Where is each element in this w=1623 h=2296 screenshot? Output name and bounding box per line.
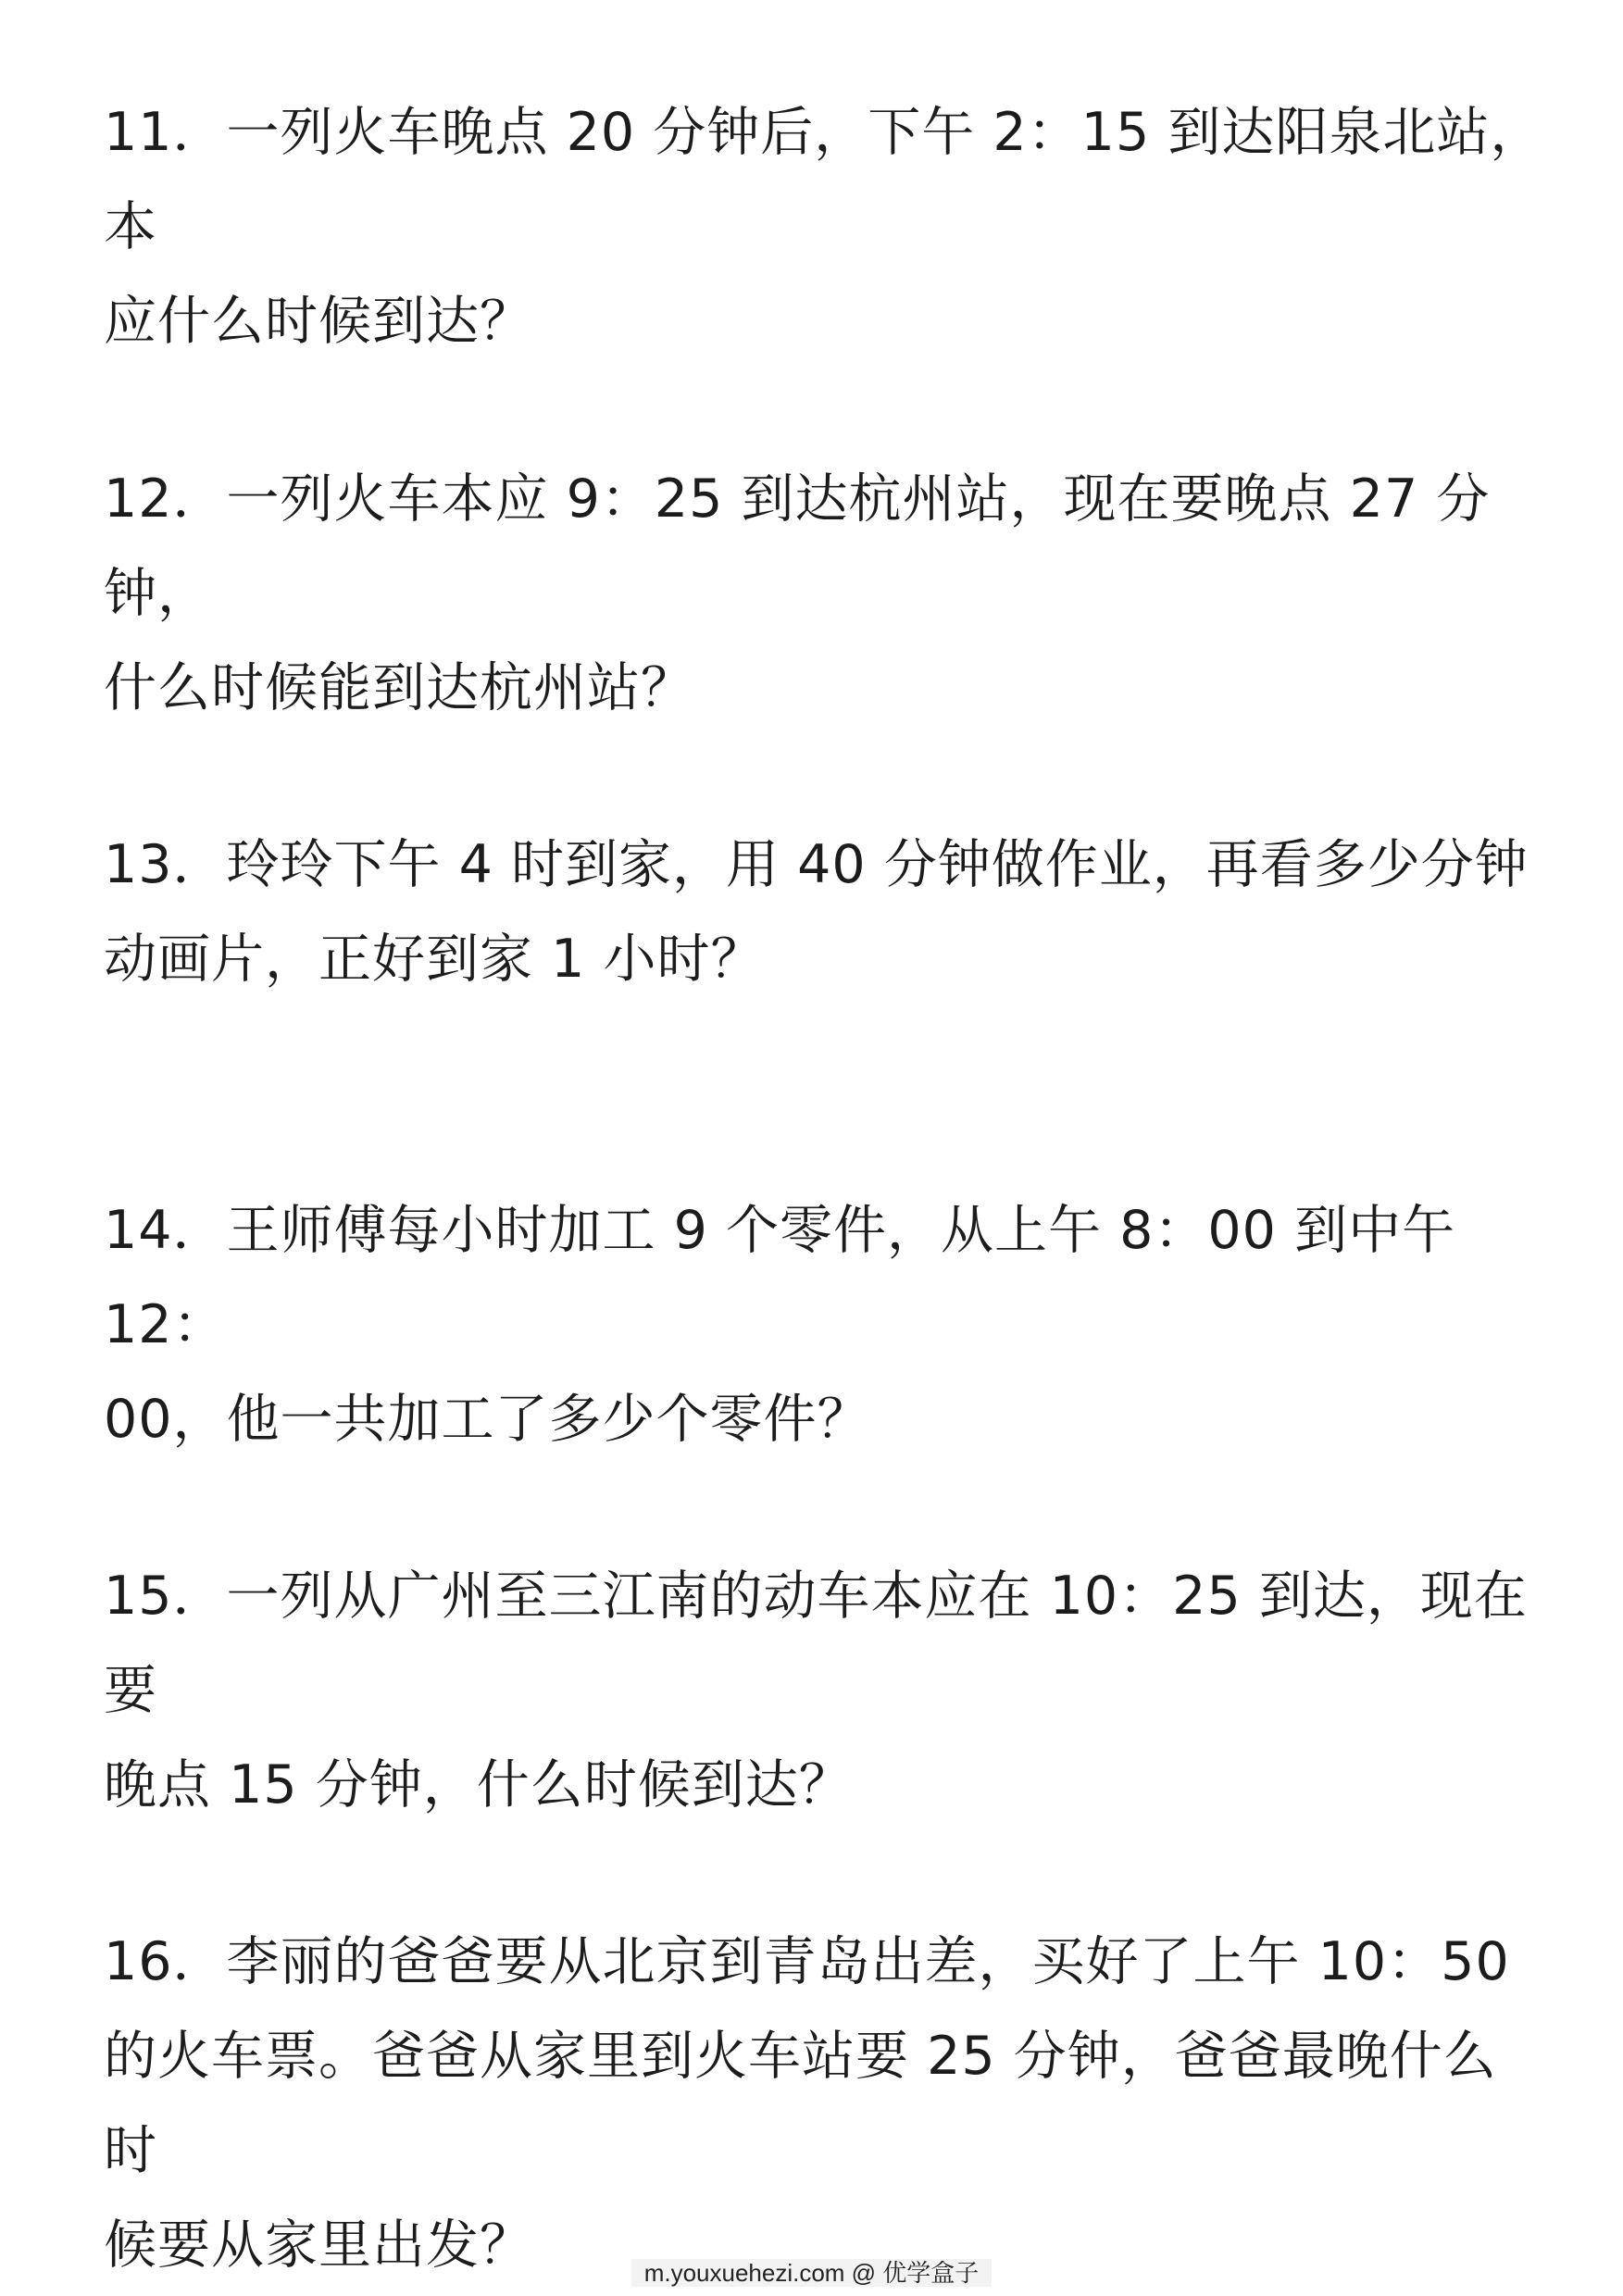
question-16: 16．李丽的爸爸要从北京到青岛出差，买好了上午 10：50 的火车票。爸爸从家里到火车站要 25 分钟，爸爸最晚什么时 候要从家里出发？ [104, 1931, 1510, 2276]
question-14: 14．王师傅每小时加工 9 个零件，从上午 8：00 到中午 12： 00，他一共加工了多少个零件？ [104, 1200, 1456, 1450]
question-12: 12．一列火车本应 9：25 到达杭州站，现在要晚点 27 分钟， 什么时候能到达杭州站？ [104, 468, 1491, 718]
question-15: 15．一列从广州至三江南的动车本应在 10：25 到达，现在要 晚点 15 分钟，什么时候到达？ [104, 1566, 1528, 1816]
footer [0, 2259, 1623, 2287]
footer-watermark: m.youxuehezi.com @ 优学盒子 [631, 2259, 993, 2287]
question-11: 11．一列火车晚点 20 分钟后，下午 2：15 到达阳泉北站，本 应什么时候到达？ [104, 102, 1544, 352]
question-13: 13．玲玲下午 4 时到家，用 40 分钟做作业，再看多少分钟 动画片，正好到家 1 小时？ [104, 834, 1529, 990]
